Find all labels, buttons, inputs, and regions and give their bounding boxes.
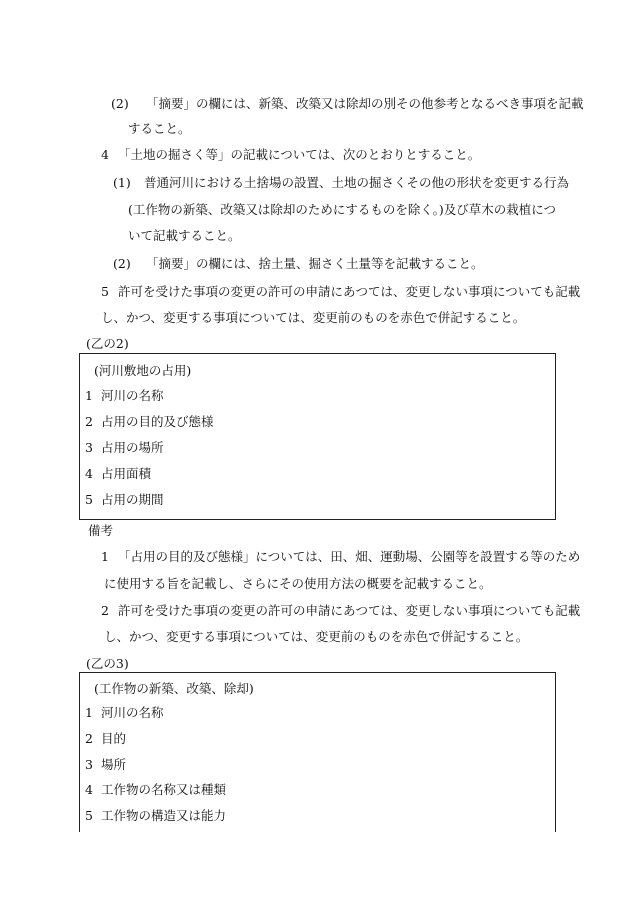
form2-title: (河川敷地の占用): [94, 363, 192, 378]
form2-item-text: 占用面積: [101, 466, 152, 481]
sub2-text: 「摘要」の欄には、捨土量、掘さく土量等を記載すること。: [146, 256, 484, 271]
form3-title: (工作物の新築、改築、除却): [94, 681, 254, 696]
remark1-number: 1: [101, 549, 109, 564]
sub1-text-line1: 普通河川における土捨場の設置、土地の掘さくその他の形状を変更する行為: [144, 175, 570, 190]
item2-text-line1: 「摘要」の欄には、新築、改築又は除却の別その他参考となるべき事項を記載: [146, 96, 584, 111]
form2-item-text: 占用の場所: [101, 440, 164, 455]
form3-item-number: 4: [85, 782, 93, 797]
form3-item-number: 5: [85, 808, 93, 823]
form3-item-number: 3: [85, 757, 93, 772]
form3-item-text: 河川の名称: [101, 705, 164, 720]
form3-item-text: 工作物の名称又は種類: [101, 782, 227, 797]
form3-item-text: 目的: [101, 731, 127, 746]
item4-number: 4: [101, 147, 109, 162]
remark1-text-line2: に使用する旨を記載し、さらにその使用方法の概要を記載すること。: [104, 576, 492, 591]
remark2-text-line1: 許可を受けた事項の変更の許可の申請にあつては、変更しない事項についても記載: [118, 603, 581, 618]
form2-item-text: 占用の目的及び態様: [101, 414, 214, 429]
remark2-text-line2: し、かつ、変更する事項については、変更前のものを赤色で併記すること。: [104, 629, 529, 644]
item4-text: 「土地の掘さく等」の記載については、次のとおりとすること。: [118, 147, 481, 162]
form2-item-number: 1: [85, 388, 93, 403]
form2-item-number: 3: [85, 440, 93, 455]
sub1-number: (1): [113, 175, 131, 190]
sub2-number: (2): [113, 256, 131, 271]
form3-item-text: 場所: [101, 757, 127, 772]
form2-item-text: 占用の期間: [101, 492, 164, 507]
form2-item-number: 4: [85, 466, 93, 481]
remarks-heading: 備考: [88, 523, 114, 538]
item5-number: 5: [101, 284, 109, 299]
form2-item-number: 5: [85, 492, 93, 507]
item5-text-line1: 許可を受けた事項の変更の許可の申請にあつては、変更しない事項についても記載: [118, 284, 581, 299]
form3-label: (乙の3): [86, 656, 129, 671]
form2-label: (乙の2): [86, 336, 129, 351]
remark1-text-line1: 「占用の目的及び態様」については、田、畑、運動場、公園等を設置する等のため: [118, 549, 581, 564]
item5-text-line2: し、かつ、変更する事項については、変更前のものを赤色で併記すること。: [101, 310, 526, 325]
item2-number: (2): [111, 96, 129, 111]
item2-text-line2: すること。: [128, 121, 191, 136]
form3-item-number: 1: [85, 705, 93, 720]
form3-item-number: 2: [85, 731, 93, 746]
form3-item-text: 工作物の構造又は能力: [101, 808, 227, 823]
sub1-text-line3: いて記載すること。: [128, 228, 241, 243]
remark2-number: 2: [101, 603, 109, 618]
form2-item-text: 河川の名称: [101, 388, 164, 403]
form2-item-number: 2: [85, 414, 93, 429]
sub1-text-line2: (工作物の新築、改築又は除却のためにするものを除く。)及び草木の栽植につ: [128, 202, 557, 217]
